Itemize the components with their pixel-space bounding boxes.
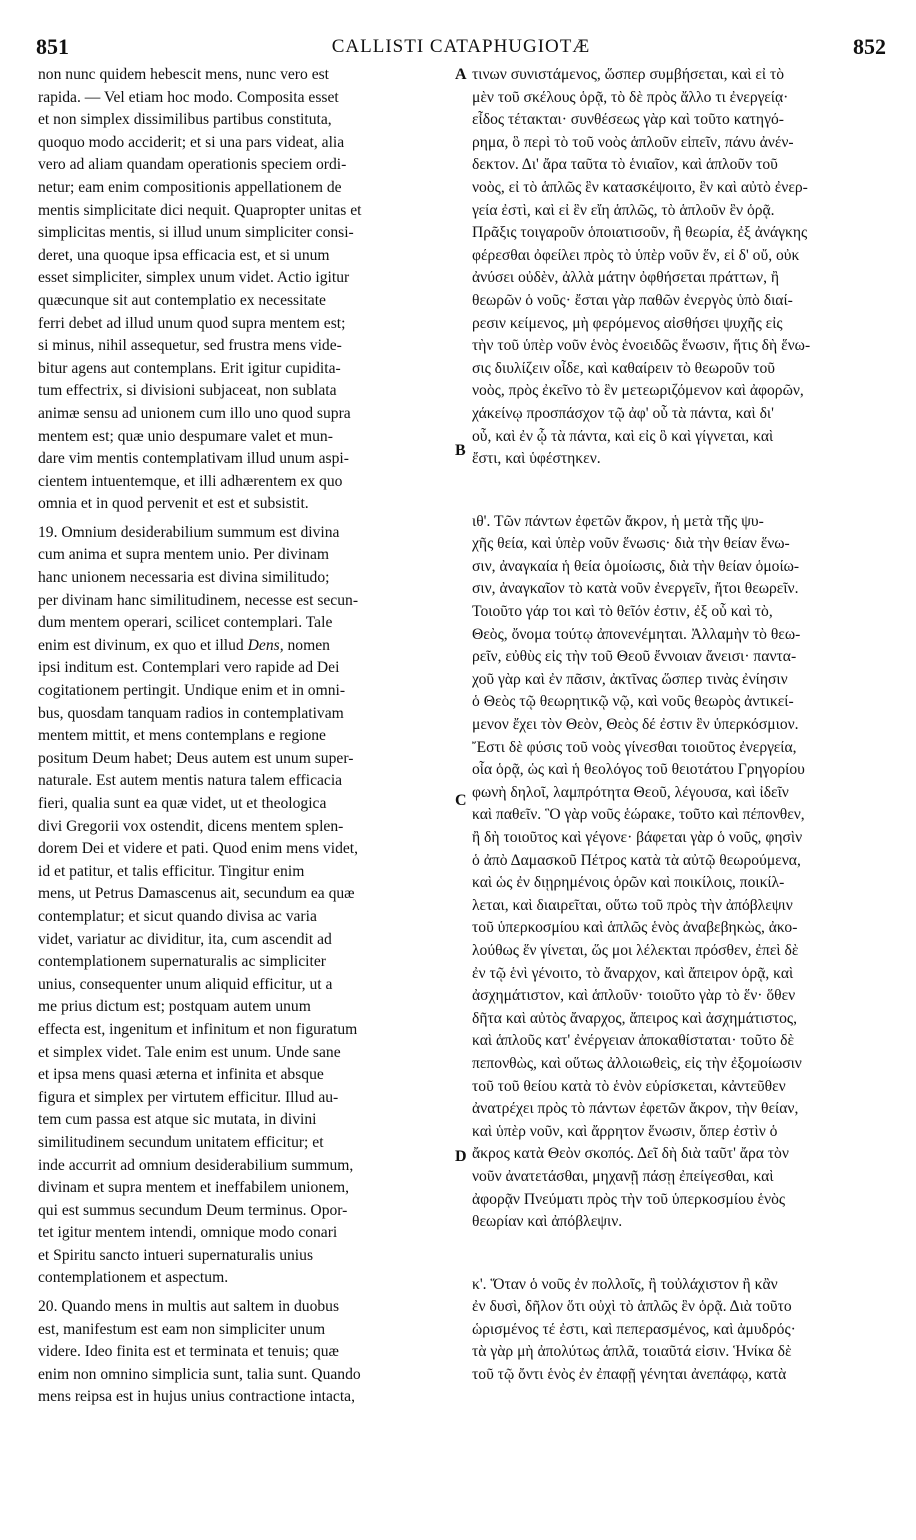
greek-line: ἀνύσει οὐδὲν, ἀλλὰ μάτην ὀφθήσεται πράττων, ἢ bbox=[472, 269, 780, 287]
latin-line: esset simpliciter, simplex unum videt. Actio igitur bbox=[38, 269, 350, 287]
latin-line: tem cum passa est atque sic mutata, in divini bbox=[38, 1111, 317, 1129]
latin-line: netur; eam enim compositionis appellationem de bbox=[38, 178, 342, 196]
greek-line: μὲν τοῦ σκέλους ὁρᾷ, τὸ δὲ πρὸς ἄλλο τι ἐνεργείᾳ· bbox=[472, 88, 789, 106]
greek-line: ἄκρος κατὰ Θεὸν σκοπός. Δεῖ δὴ διὰ ταῦτ' ἄρα τὸν bbox=[472, 1145, 789, 1163]
greek-line: φωνὴ δηλοῖ, λαμπρότητα Θεοῦ, λέγουσα, καὶ ἰδεῖν bbox=[472, 783, 789, 801]
latin-line: simplicitas mentis, si illud unum simpliciter consi- bbox=[38, 224, 354, 242]
paragraph-gap bbox=[472, 471, 882, 511]
greek-line: ρεσιν κείμενος, μὴ φερόμενος αἰσθήσει ψυχῆς εἰς bbox=[472, 314, 783, 332]
greek-line: καὶ ὡς ἐν διῃρημένοις ὁρῶν καὶ ποικίλοις, ποικίλ- bbox=[472, 874, 785, 892]
latin-line: 19. Omnium desiderabilium summum est divina bbox=[38, 523, 340, 541]
greek-line: καὶ παθεῖν. Ὃ γὰρ νοῦς ἑώρακε, τοῦτο καὶ πέπονθεν, bbox=[472, 806, 805, 824]
greek-line: τοῦ ὑπερκοσμίου καὶ ἁπλῶς ἑνὸς ἀναβεβηκὼς, ἀκο- bbox=[472, 919, 798, 937]
latin-line: dare vim mentis contemplativam illud unum aspi- bbox=[38, 450, 349, 468]
latin-line: divi Gregorii vox ostendit, dicens mentem splen- bbox=[38, 817, 344, 835]
greek-line: σιν, ἀναγκαῖον τὸ κατὰ νοῦν ἐνεργεῖν, ἤτοι θεωρεῖν. bbox=[472, 580, 799, 598]
latin-line: contemplationem supernaturalis ac simpliciter bbox=[38, 953, 326, 971]
greek-line: ρημα, ὃ περὶ τὸ τοῦ νοὸς ἁπλοῦν εἰπεῖν, πάνυ ἀνέν- bbox=[472, 133, 794, 151]
latin-line: dorem Dei et videre et pati. Quod enim mens videt, bbox=[38, 840, 359, 858]
latin-line: quoquo modo acciderit; et si una pars videat, alia bbox=[38, 133, 345, 151]
greek-line: ρεῖν, εὐθὺς εἰς τὴν τοῦ Θεοῦ ἔννοιαν ἄνεισι· παντα- bbox=[472, 648, 797, 666]
greek-line: ἐν δυσὶ, δῆλον ὅτι οὐχὶ τὸ ἁπλῶς ἓν ὁρᾷ. Διὰ τοῦτο bbox=[472, 1298, 792, 1316]
latin-line: me prius dictum est; postquam autem unum bbox=[38, 998, 311, 1016]
latin-line: et Spiritu sancto intueri supernaturalis unius bbox=[38, 1246, 314, 1264]
greek-line: ὁ ἀπὸ Δαμασκοῦ Πέτρος κατὰ τὰ αὐτῷ θεωρούμενα, bbox=[472, 851, 801, 869]
latin-line: si minus, nihil assequetur, sed frustra mens vide- bbox=[38, 337, 342, 355]
greek-line: ἔστι, καὶ ὑφέστηκεν. bbox=[472, 450, 601, 468]
latin-line: et simplex videt. Tale enim est unum. Unde sane bbox=[38, 1043, 341, 1061]
greek-line: θεωρίαν καὶ ἀπόβλεψιν. bbox=[472, 1213, 623, 1231]
latin-line: mentem mittit, et mens contemplans e regione bbox=[38, 727, 326, 745]
latin-line: divinam et supra mentem et ineffabilem unionem, bbox=[38, 1179, 350, 1197]
dens-word: Dens, bbox=[247, 636, 284, 654]
latin-line: cum anima et supra mentem unio. Per divinam bbox=[38, 546, 330, 564]
latin-line: unius, consequenter unum aliquid efficitur, ut a bbox=[38, 975, 333, 993]
latin-line: non nunc quidem hebescit mens, nunc vero est bbox=[38, 66, 330, 83]
greek-line: νοῦν ἀνατετάσθαι, μηχανῇ πάσῃ ἐπείγεσθαι, καὶ bbox=[472, 1167, 774, 1185]
margin-letter-b: B bbox=[455, 442, 466, 459]
latin-line: 20. Quando mens in multis aut saltem in duobus bbox=[38, 1298, 340, 1316]
latin-line: per divinam hanc similitudinem, necesse est secun- bbox=[38, 591, 359, 609]
greek-line: Τοιοῦτο γάρ τοι καὶ τὸ θεῖόν ἐστιν, ἐξ οὗ καὶ τὸ, bbox=[472, 603, 773, 621]
latin-line: dum mentem operari, scilicet contemplari. Tale bbox=[38, 614, 333, 632]
margin-letter-a: A bbox=[455, 66, 467, 83]
greek-line: νοὸς, πρὸς ἐκεῖνο τὸ ἓν μετεωριζόμενον καὶ ἀφορῶν, bbox=[472, 382, 804, 400]
greek-line: λεται, καὶ διαιρεῖται, οὕτω τοῦ πρὸς τὴν ἀπόβλεψιν bbox=[472, 896, 793, 914]
running-title: CALLISTI CATAPHUGIOTÆ bbox=[331, 36, 591, 57]
greek-line: ἀσχημάτιστον, καὶ ἁπλοῦν· τοιοῦτο γὰρ τὸ ἕν· ὅθεν bbox=[472, 987, 796, 1005]
latin-line: videt, variatur ac dividitur, ita, cum ascendit ad bbox=[38, 930, 332, 948]
greek-line: οὗ, καὶ ἐν ᾧ τὰ πάντα, καὶ εἰς ὃ καὶ γίγνεται, καὶ bbox=[472, 427, 774, 445]
latin-line: cogitationem pertingit. Undique enim et in omni- bbox=[38, 682, 346, 700]
latin-line: est, manifestum est eam non simpliciter unum bbox=[38, 1320, 326, 1338]
greek-line: Ἔστι δὲ φύσις τοῦ νοὸς γίνεσθαι τοιοῦτος ἐνεργεία, bbox=[472, 738, 797, 756]
latin-line: contemplationem et aspectum. bbox=[38, 1269, 229, 1287]
greek-line: ἐν τῷ ἑνὶ γένοιτο, τὸ ἄναρχον, καὶ ἄπειρον ὁρᾷ, καὶ bbox=[472, 964, 794, 982]
greek-line: εἶδος τέτακται· συνθέσεως γὰρ καὶ τοῦτο κατηγό- bbox=[472, 111, 784, 129]
page-number-right: 852 bbox=[853, 34, 886, 59]
latin-line: mens, ut Petrus Damascenus ait, secundum ea quæ bbox=[38, 885, 355, 903]
latin-line: hanc unionem necessaria est divina similitudo; bbox=[38, 569, 330, 587]
greek-line: τὴν τοῦ ὑπὲρ νοῦν ἑνὸς ἑνοειδῶς ἕνωσιν, ἥτις δὴ ἕνω- bbox=[472, 337, 811, 355]
latin-line: tum effectrix, si divisioni subjaceat, non sublata bbox=[38, 382, 337, 400]
page-number-left: 851 bbox=[36, 34, 69, 59]
latin-line: enim est divinum, ex quo et illud Dens, nomen bbox=[38, 636, 330, 654]
greek-line: χῆς θεία, καὶ ὑπὲρ νοῦν ἕνωσις· διὰ τὴν θείαν ἕνω- bbox=[472, 535, 790, 553]
latin-line: rapida. — Vel etiam hoc modo. Composita esset bbox=[38, 88, 339, 106]
greek-line: Πρᾶξις τοιγαροῦν ὁποιατισοῦν, ἢ θεωρία, ἐξ ἀνάγκης bbox=[472, 224, 808, 242]
margin-letter-d: D bbox=[455, 1148, 467, 1165]
latin-line: deret, una quoque ipsa efficacia est, et si unum bbox=[38, 246, 330, 264]
greek-line: σις διυλίζειν οἶδε, καὶ καθαίρειν τὸ θεωροῦν τοῦ bbox=[472, 359, 775, 377]
latin-line: mens reipsa est in hujus unius contractione intacta, bbox=[38, 1388, 355, 1406]
greek-line: ἢ δὴ τοιοῦτος καὶ γέγονε· βάφεται γὰρ ὁ νοῦς, φησὶν bbox=[472, 829, 803, 846]
greek-line: καὶ ὑπὲρ νοῦν, καὶ ἄρρητον ἕνωσιν, ὅπερ ἐστὶν ὁ bbox=[472, 1122, 778, 1140]
greek-line: τοῦ τοῦ θείου κατὰ τὸ ἑνὸν εὑρίσκεται, κἀντεῦθεν bbox=[472, 1077, 786, 1095]
greek-line: κ'. Ὅταν ὁ νοῦς ἐν πολλοῖς, ἢ τοὐλάχιστον ἢ κἂν bbox=[472, 1275, 778, 1293]
paragraph-gap bbox=[472, 1234, 882, 1274]
greek-line: τινων συνιστάμενος, ὥσπερ συμβήσεται, καὶ εἰ τὸ bbox=[472, 66, 785, 83]
greek-line: Θεὸς, ὄνομα τούτῳ ἀπονενέμηται. Ἀλλαμὴν τὸ θεω- bbox=[472, 625, 801, 643]
latin-line: quæcunque sit aut contemplatio ex necessitate bbox=[38, 291, 326, 309]
latin-line: et ipsa mens quasi æterna et infinita et absque bbox=[38, 1066, 324, 1084]
latin-line: qui est summus secundum Deum terminus. Opor- bbox=[38, 1201, 348, 1219]
page-header bbox=[36, 34, 886, 64]
latin-line: tet igitur mentem intendi, omnique modo conari bbox=[38, 1224, 338, 1242]
latin-line: similitudinem secundum unitatem efficitur; et bbox=[38, 1133, 324, 1151]
latin-line: positum Deum habet; Deus autem est unum super- bbox=[38, 749, 354, 767]
greek-column bbox=[472, 64, 882, 1387]
greek-line: ὁ Θεὸς τῷ θεωρητικῷ νῷ, καὶ νοῦς θεωρὸς ἀντικεί- bbox=[472, 693, 794, 711]
latin-line: omnia et in quod pervenit et est et subsistit. bbox=[38, 495, 309, 513]
margin-letter-c: C bbox=[455, 792, 467, 809]
greek-line: δῆτα καὶ αὐτὸς ἄναρχος, ἄπειρος καὶ ἀσχημάτιστος, bbox=[472, 1009, 797, 1027]
latin-line: animæ sensu ad unionem cum illo uno quod supra bbox=[38, 404, 351, 422]
latin-column bbox=[38, 64, 456, 1409]
latin-line: effecta est, ingenitum et infinitum et non figuratum bbox=[38, 1020, 358, 1038]
greek-line: λούθως ἕν γίνεται, ὥς μοι λέλεκται πρόσθεν, ἐπεὶ δὲ bbox=[472, 941, 799, 959]
latin-line: ferri debet ad illud unum quod supra mentem est; bbox=[38, 314, 346, 332]
greek-line: καὶ ἁπλοῦς κατ' ἐνέργειαν ἀποκαθίσταται· τοῦτο δὲ bbox=[472, 1032, 795, 1050]
latin-line: bitur agens aut contemplans. Erit igitur cupidita- bbox=[38, 359, 341, 377]
greek-line: δεκτον. Δι' ἄρα ταῦτα τὸ ἑνιαῖον, καὶ ἁπλοῦν τοῦ bbox=[472, 156, 778, 174]
latin-line: contemplatur; et sicut quando divisa ac varia bbox=[38, 907, 317, 925]
latin-line: mentis simplicitate dici nequit. Quapropter unitas et bbox=[38, 201, 362, 219]
greek-line: χάκείνῳ προσπάσχον τῷ ἀφ' οὗ τὰ πάντα, καὶ δι' bbox=[472, 404, 774, 422]
greek-line: φέρεσθαι ὀφείλει πρὸς τὸ ὑπὲρ νοῦν ἕν, εἰ δ' οὔ, οὐκ bbox=[472, 246, 800, 264]
greek-line: πεπονθὼς, καὶ οὕτως ἀλλοιωθεὶς, εἰς τὴν ἐξομοίωσιν bbox=[472, 1054, 802, 1072]
latin-line: enim non omnino simplicia sunt, talia sunt. Quando bbox=[38, 1365, 361, 1383]
latin-line: fieri, qualia sunt ea quæ videt, ut et theologica bbox=[38, 795, 327, 812]
greek-line: μενον ἔχει τὸν Θεὸν, Θεὸς δέ ἐστιν ἓν ὑπερκόσμιον. bbox=[472, 716, 799, 734]
latin-line: ipsi inditum est. Contemplari vero rapide ad Dei bbox=[38, 659, 340, 677]
latin-line: naturale. Est autem mentis natura talem efficacia bbox=[38, 772, 343, 790]
greek-line: ἀφορᾷν Πνεύματι πρὸς τὴν τοῦ ὑπερκοσμίου ἑνὸς bbox=[472, 1190, 786, 1208]
greek-line: σιν, ἀναγκαία ἡ θεία ὁμοίωσις, διὰ τὴν θείαν ὁμοίω- bbox=[472, 557, 800, 575]
greek-line: ιθ'. Τῶν πάντων ἐφετῶν ἄκρον, ἡ μετὰ τῆς ψυ- bbox=[472, 512, 764, 530]
greek-line: τοῦ τῷ ὄντι ἑνὸς ἐν ἐπαφῇ γένηται ἀνεπάφῳ, κατὰ bbox=[472, 1366, 787, 1384]
greek-line: νοὸς, εἰ τὸ ἁπλῶς ἓν κατασκέψοιτο, ἓν καὶ αὐτὸ ἐνερ- bbox=[472, 178, 808, 196]
dens-after-word: nomen bbox=[287, 636, 330, 654]
greek-line: ἀνατρέχει πρὸς τὸ πάντων ἐφετῶν ἄκρον, τὴν θείαν, bbox=[472, 1100, 799, 1118]
greek-line: γεία ἐστὶ, καὶ εἰ ἓν εἴη ἁπλῶς, τὸ ἁπλοῦν ἓν ὁρᾷ. bbox=[472, 201, 775, 219]
greek-line: θεωρῶν ὁ νοῦς· ἔσται γὰρ παθῶν ἐνεργὸς ὑπὸ διαί- bbox=[472, 291, 793, 309]
greek-line: χοῦ γὰρ καὶ ἐν πᾶσιν, ἀκτῖνας ὥσπερ τινὰς ἐνίησιν bbox=[472, 670, 788, 688]
greek-line: τὰ γὰρ μὴ ἀπολύτως ἁπλᾶ, τοιαῦτά εἰσιν. Ἡνίκα δὲ bbox=[472, 1343, 792, 1361]
latin-line: cientem intuentemque, et illi adhærentem ex quo bbox=[38, 472, 343, 490]
latin-line: et non simplex dissimilibus partibus constituta, bbox=[38, 111, 332, 129]
greek-line: ὡρισμένος τέ ἐστι, καὶ πεπερασμένος, καὶ ἀμυδρός· bbox=[472, 1320, 796, 1338]
latin-line: mentem est; quæ unio despumare valet et mun- bbox=[38, 427, 333, 445]
latin-line: figura et simplex per virtutem efficitur. Illud au- bbox=[38, 1088, 339, 1106]
latin-line: vero ad aliam quandam operationis speciem ordi- bbox=[38, 156, 347, 174]
latin-line: videre. Ideo finita est et terminata et tenuis; quæ bbox=[38, 1343, 339, 1361]
latin-line: id et patitur, et talis efficitur. Tingitur enim bbox=[38, 862, 305, 880]
latin-line: inde accurrit ad omnium desiderabilium summum, bbox=[38, 1156, 354, 1174]
latin-line: bus, quosdam tanquam radios in contemplativam bbox=[38, 704, 344, 722]
greek-line: οἷα ὁρᾷ, ὡς καὶ ἡ θεολόγος τοῦ θειοτάτου Γρηγορίου bbox=[472, 761, 805, 779]
